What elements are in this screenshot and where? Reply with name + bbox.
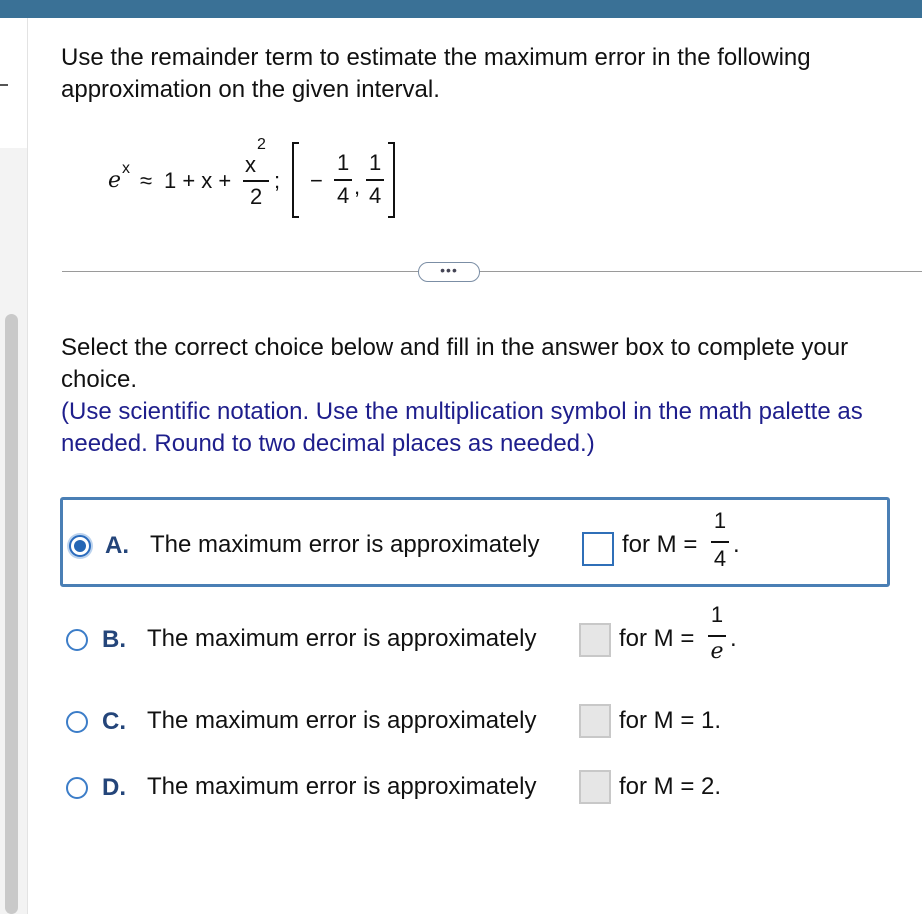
choice-b-letter: B. [102, 626, 126, 653]
more-button[interactable]: ••• [418, 262, 480, 282]
interval-right-num: 1 [369, 150, 382, 175]
question-text: Use the remainder term to estimate the maximum error in the following approximation on the given interval. [61, 44, 811, 103]
instructions-hint: (Use scientific notation. Use the multiplication symbol in the math palette as needed. Round to two decimal places as needed.) [61, 398, 863, 457]
approximation-formula [108, 132, 428, 222]
choice-a-letter: A. [105, 532, 129, 559]
choice-c-radio[interactable] [66, 711, 88, 733]
choice-d-letter: D. [102, 774, 126, 801]
section-divider [62, 271, 922, 272]
choice-a-text: The maximum error is approximately [150, 531, 540, 558]
interval-left-num: 1 [337, 150, 350, 175]
left-scrollbar[interactable] [5, 314, 18, 914]
choice-d-m-label: for M = 2. [619, 773, 722, 800]
choice-c-answer-box[interactable] [579, 704, 611, 738]
choice-b-m-label: for M = [619, 625, 695, 652]
choice-a-m-bar [711, 541, 729, 543]
interval-left-bar [334, 179, 352, 181]
choice-d-answer-box[interactable] [579, 770, 611, 804]
choice-a-radio[interactable] [69, 535, 91, 557]
choice-c-text: The maximum error is approximately [147, 707, 537, 734]
formula-frac-den: 2 [250, 184, 263, 209]
choice-a-m-num: 1 [713, 508, 727, 533]
interval-right-bar [366, 179, 384, 181]
choice-b-m-den: e [710, 639, 724, 664]
choice-c-m-label: for M = 1. [619, 707, 722, 734]
interval-right-den: 4 [369, 183, 382, 208]
choice-a-answer-box[interactable] [582, 532, 614, 566]
formula-e: e [108, 168, 122, 193]
choice-b[interactable] [60, 594, 890, 684]
interval-sign: − [310, 168, 323, 193]
panel-tick [0, 84, 8, 86]
interval-left-den: 4 [337, 183, 350, 208]
top-bar [0, 0, 922, 18]
formula-frac-num-exponent: 2 [257, 136, 266, 153]
choice-b-m-bar [708, 635, 726, 637]
formula-separator: ; [274, 168, 281, 193]
instructions-main: Select the correct choice below and fill in the answer box to complete your choice. [61, 334, 849, 393]
choice-d[interactable] [60, 742, 890, 832]
interval-right-bracket [388, 142, 395, 218]
choice-d-radio[interactable] [66, 777, 88, 799]
formula-e-exponent: x [122, 160, 130, 177]
formula-approx-symbol: ≈ [140, 168, 153, 193]
choice-a-m-label: for M = [622, 531, 698, 558]
left-panel-strip [0, 18, 28, 914]
choice-b-m-num: 1 [710, 602, 724, 627]
choice-a-m-end: . [733, 531, 740, 558]
formula-frac-bar [243, 180, 269, 182]
formula-frac-num: x [245, 152, 256, 177]
choice-c-letter: C. [102, 708, 126, 735]
instructions [61, 332, 891, 460]
formula-terms: 1 + x + [164, 168, 232, 193]
choice-a-m-den: 4 [713, 546, 727, 571]
interval-comma: , [354, 174, 361, 199]
choice-a[interactable] [60, 497, 890, 587]
choice-d-text: The maximum error is approximately [147, 773, 537, 800]
choice-b-radio[interactable] [66, 629, 88, 651]
interval-left-bracket [292, 142, 299, 218]
choice-b-answer-box[interactable] [579, 623, 611, 657]
choice-b-m-end: . [730, 625, 737, 652]
choice-b-text: The maximum error is approximately [147, 625, 537, 652]
